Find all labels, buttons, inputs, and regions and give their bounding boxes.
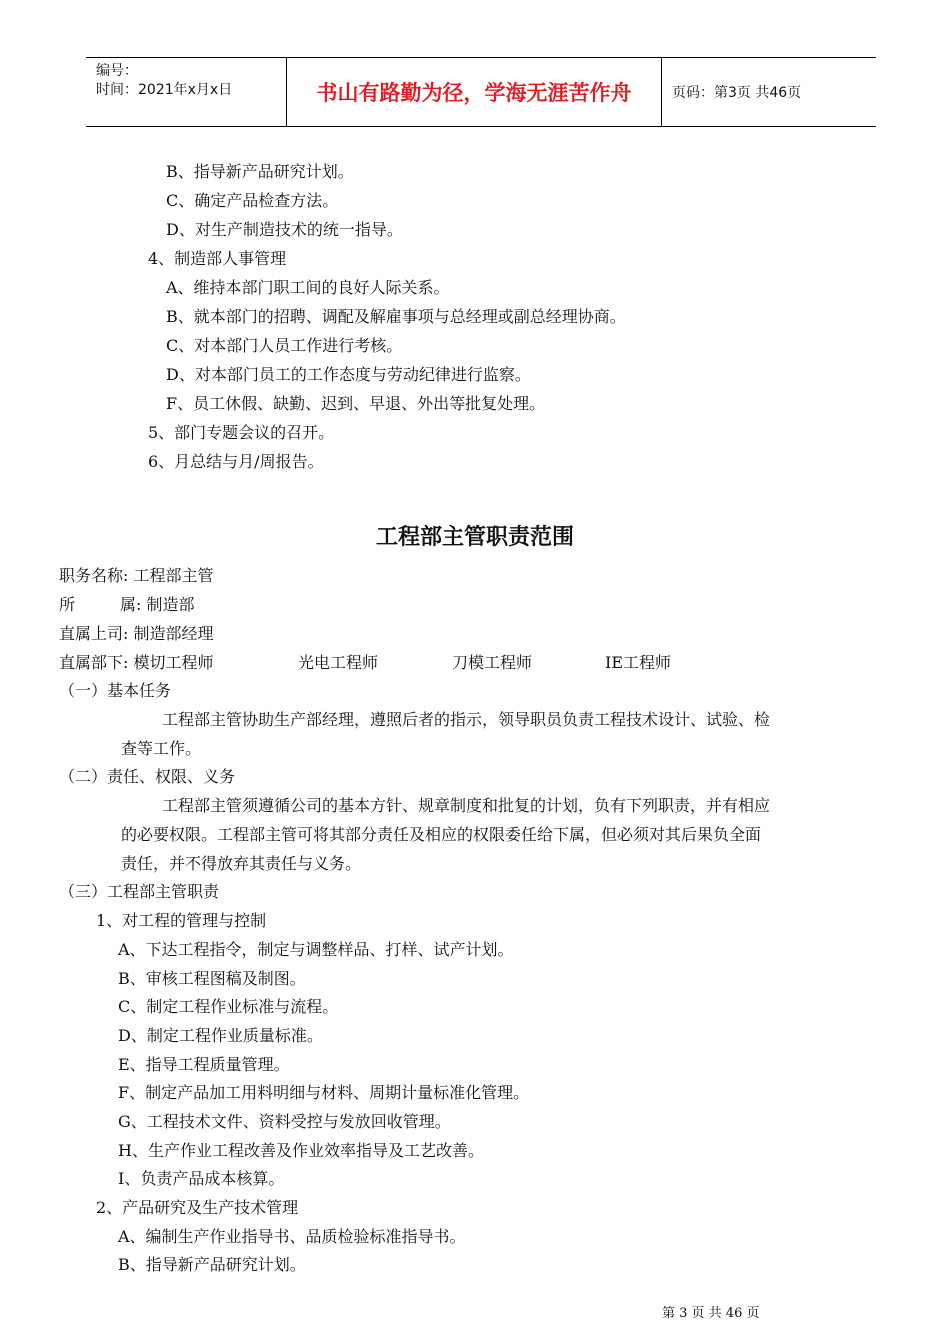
page-header: [86, 57, 876, 127]
list-item: F、员工休假、缺勤、迟到、早退、外出等批复处理。: [166, 394, 546, 413]
list-item: G、工程技术文件、资料受控与发放回收管理。: [118, 1112, 451, 1131]
job-dept: 属: 制造部: [120, 595, 195, 614]
list-item: B、就本部门的招聘、调配及解雇事项与总经理或副总经理协商。: [166, 307, 626, 326]
job-subordinate: IE工程师: [605, 653, 672, 672]
header-motto: 书山有路勤为径，学海无涯苦作舟: [287, 58, 662, 126]
list-item: B、指导新产品研究计划。: [118, 1255, 306, 1274]
page-title: 工程部主管职责范围: [375, 525, 574, 550]
header-page-info: 页码：第3页 共46页: [672, 85, 802, 101]
job-subordinate: 光电工程师: [298, 653, 379, 672]
list-item: B、指导新产品研究计划。: [166, 162, 354, 181]
paragraph-line: 的必要权限。工程部主管可将其部分责任及相应的权限委任给下属，但必须对其后果负全面: [121, 825, 762, 844]
paragraph-line: 查等工作。: [121, 739, 202, 758]
list-item: D、对本部门员工的工作态度与劳动纪律进行监察。: [166, 365, 531, 384]
list-item: D、制定工程作业质量标准。: [118, 1026, 323, 1045]
list-item: A、编制生产作业指导书、品质检验标准指导书。: [118, 1227, 466, 1246]
section-heading: （二）责任、权限、义务: [59, 767, 236, 786]
header-time: 时间：2021年x月x日: [96, 82, 233, 98]
job-name: 职务名称: 工程部主管: [59, 566, 214, 585]
list-item: C、对本部门人员工作进行考核。: [166, 336, 403, 355]
page-footer: 第 3 页 共 46 页: [662, 1306, 760, 1321]
list-item: B、审核工程图稿及制图。: [118, 969, 306, 988]
job-subordinate: 刀模工程师: [452, 653, 533, 672]
section-heading: （一）基本任务: [59, 681, 172, 700]
list-heading: 4、制造部人事管理: [148, 249, 287, 268]
subsection-heading: 2、产品研究及生产技术管理: [96, 1198, 299, 1217]
list-item: A、维持本部门职工间的良好人际关系。: [166, 278, 450, 297]
list-item: I、负责产品成本核算。: [118, 1169, 285, 1188]
list-item: F、制定产品加工用料明细与材料、周期计量标准化管理。: [118, 1083, 530, 1102]
list-item: C、制定工程作业标准与流程。: [118, 997, 339, 1016]
list-item: H、生产作业工程改善及作业效率指导及工艺改善。: [118, 1141, 484, 1160]
list-item: D、对生产制造技术的统一指导。: [166, 220, 403, 239]
job-boss: 直属上司: 制造部经理: [59, 624, 214, 643]
job-subordinates: 直属部下: 模切工程师: [59, 653, 214, 672]
list-item: A、下达工程指令，制定与调整样品、打样、试产计划。: [118, 940, 514, 959]
paragraph-line: 工程部主管协助生产部经理，遵照后者的指示，领导职员负责工程技术设计、试验、检: [162, 710, 771, 729]
header-meta: [86, 58, 287, 126]
section-heading: （三）工程部主管职责: [59, 882, 220, 901]
paragraph-line: 责任，并不得放弃其责任与义务。: [121, 854, 362, 873]
paragraph-line: 工程部主管须遵循公司的基本方针、规章制度和批复的计划，负有下列职责，并有相应: [162, 796, 771, 815]
list-heading: 6、月总结与月/周报告。: [148, 452, 324, 471]
list-heading: 5、部门专题会议的召开。: [148, 423, 335, 442]
job-dept-label: 所: [59, 595, 76, 614]
list-item: C、确定产品检查方法。: [166, 191, 339, 210]
header-number: 编号：: [96, 63, 138, 79]
list-item: E、指导工程质量管理。: [118, 1055, 290, 1074]
subsection-heading: 1、对工程的管理与控制: [96, 911, 267, 930]
